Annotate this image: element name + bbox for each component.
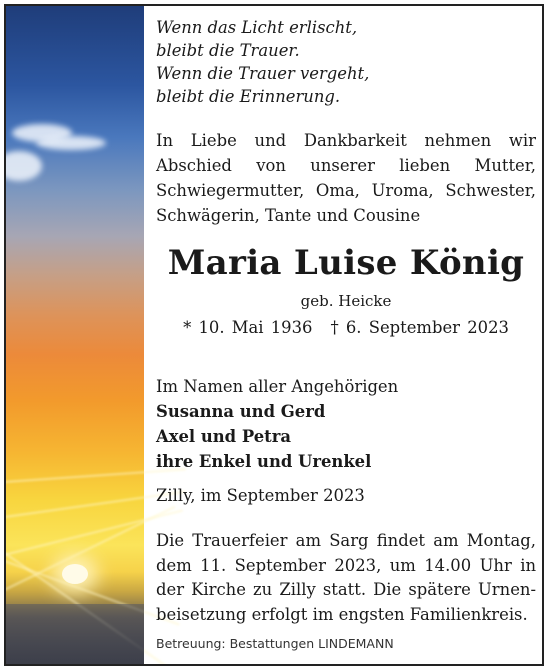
family-member: Axel und Petra bbox=[156, 427, 291, 446]
deceased-name: Maria Luise König bbox=[167, 243, 525, 283]
maiden-name: geb. Heicke bbox=[300, 292, 392, 310]
service-line: Die Trauerfeier am Sarg findet am Montag, bbox=[156, 531, 536, 550]
poem-line: bleibt die Trauer. bbox=[156, 41, 300, 60]
service-line: der Kirche zu Zilly statt. Die spätere Urnen- bbox=[156, 580, 536, 599]
family-heading: Im Namen aller Angehörigen bbox=[156, 377, 399, 396]
family-member: ihre Enkel und Urenkel bbox=[156, 452, 372, 471]
poem-line: bleibt die Erinnerung. bbox=[156, 87, 341, 106]
cloud-shape bbox=[4, 151, 42, 181]
intro-line: Abschied von unserer lieben Mutter, bbox=[156, 156, 536, 175]
death-date: † 6. September 2023 bbox=[330, 318, 509, 337]
intro-line: Schwiegermutter, Oma, Uroma, Schwester, bbox=[156, 181, 536, 200]
family-block bbox=[156, 374, 398, 474]
service-line: beisetzung erfolgt im engsten Familienkreis. bbox=[156, 604, 528, 624]
poem-line: Wenn die Trauer vergeht, bbox=[156, 64, 370, 83]
notice-text bbox=[154, 6, 536, 664]
cloud-shape bbox=[36, 136, 106, 150]
family-member: Susanna und Gerd bbox=[156, 402, 326, 421]
obituary-notice bbox=[4, 4, 544, 666]
sun-ray bbox=[4, 506, 175, 604]
life-dates bbox=[154, 318, 538, 337]
intro-line: In Liebe und Dankbarkeit nehmen wir bbox=[156, 131, 536, 150]
poem bbox=[156, 16, 369, 108]
sun bbox=[62, 564, 88, 584]
horizon-ground bbox=[6, 604, 144, 664]
intro-text bbox=[156, 128, 536, 228]
poem-line: Wenn das Licht erlischt, bbox=[156, 18, 358, 37]
service-info bbox=[156, 529, 536, 627]
service-line: dem 11. September 2023, um 14.00 Uhr in bbox=[156, 555, 536, 575]
undertaker-credit: Betreuung: Bestattungen LINDEMANN bbox=[156, 636, 394, 651]
birth-date: * 10. Mai 1936 bbox=[183, 318, 313, 337]
intro-line: Schwägerin, Tante und Cousine bbox=[156, 206, 421, 225]
place-date: Zilly, im September 2023 bbox=[156, 486, 365, 505]
sunset-photo bbox=[6, 6, 144, 664]
